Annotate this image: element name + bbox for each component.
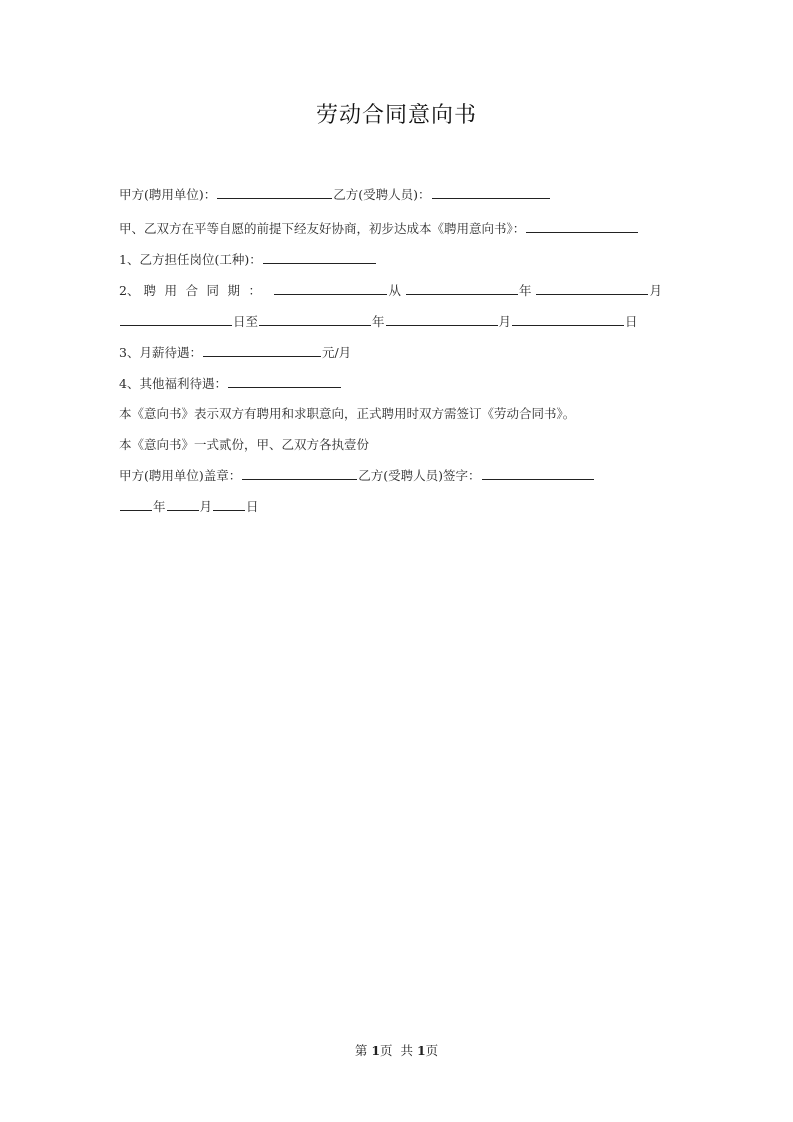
item3-line	[119, 344, 351, 362]
item2-line	[119, 282, 662, 300]
party-b-field[interactable]	[432, 186, 550, 199]
note2-line	[119, 436, 369, 454]
item1-label: 1、乙方担任岗位(工种)：	[119, 252, 262, 267]
position-field[interactable]	[263, 251, 376, 264]
intro-line	[119, 220, 639, 238]
date-day-label: 日	[246, 499, 259, 514]
date-day-field[interactable]	[213, 498, 245, 511]
document-title: 劳动合同意向书	[315, 103, 477, 128]
intro-text: 甲、乙双方在平等自愿的前提下经友好协商，初步达成本《聘用意向书》：	[119, 221, 526, 236]
date-line	[119, 498, 259, 516]
period-to-month-field[interactable]	[386, 313, 498, 326]
date-year-field[interactable]	[120, 498, 152, 511]
seal-a-field[interactable]	[242, 467, 357, 480]
item2-label: 聘用合同期：	[143, 283, 270, 298]
page-current: 1	[371, 1043, 381, 1058]
intro-field[interactable]	[526, 220, 638, 233]
page-mid: 页 共	[380, 1043, 417, 1058]
sign-b-label: 乙方(受聘人员)签字：	[358, 468, 481, 483]
period-from-day-field[interactable]	[120, 313, 232, 326]
page-total: 1	[416, 1043, 426, 1058]
item3-unit: 元/月	[321, 345, 352, 360]
page-prefix: 第	[354, 1043, 368, 1058]
item2-year: 年	[518, 283, 532, 298]
note1-line	[119, 405, 575, 423]
item2-month2: 月	[498, 314, 512, 329]
page-footer	[0, 1042, 793, 1060]
item1-line	[119, 251, 377, 269]
item2-prefix: 2、	[119, 283, 140, 298]
salary-field[interactable]	[203, 344, 321, 357]
note2-text: 本《意向书》一式贰份，甲、乙双方各执壹份	[119, 437, 370, 452]
date-year-label: 年	[153, 499, 166, 514]
item2-line-2	[119, 313, 638, 331]
period-from-month-field[interactable]	[536, 282, 648, 295]
item4-line	[119, 375, 342, 393]
note1-text: 本《意向书》表示双方有聘用和求职意向，正式聘用时双方需签订《劳动合同书》。	[119, 406, 576, 421]
item2-from: 从	[388, 283, 401, 298]
period-from-year-field[interactable]	[406, 282, 518, 295]
parties-line	[119, 186, 551, 204]
item2-year2: 年	[372, 314, 385, 329]
date-month-field[interactable]	[167, 498, 199, 511]
item3-label: 3、月薪待遇：	[119, 345, 202, 360]
item2-day2: 日	[625, 314, 638, 329]
item2-day-to: 日至	[233, 314, 259, 329]
page-suffix: 页	[425, 1043, 439, 1058]
date-month-label: 月	[199, 499, 213, 514]
period-duration-field[interactable]	[274, 282, 387, 295]
item2-month: 月	[649, 283, 662, 298]
benefits-field[interactable]	[228, 375, 341, 388]
party-a-field[interactable]	[217, 186, 332, 199]
sign-b-field[interactable]	[482, 467, 594, 480]
period-to-year-field[interactable]	[259, 313, 371, 326]
signature-line	[119, 467, 595, 485]
item4-label: 4、其他福利待遇：	[119, 376, 227, 391]
sign-a-label: 甲方(聘用单位)盖章：	[119, 468, 242, 483]
party-a-label: 甲方(聘用单位)：	[119, 187, 217, 202]
party-b-label: 乙方(受聘人员)：	[333, 187, 431, 202]
period-to-day-field[interactable]	[512, 313, 624, 326]
